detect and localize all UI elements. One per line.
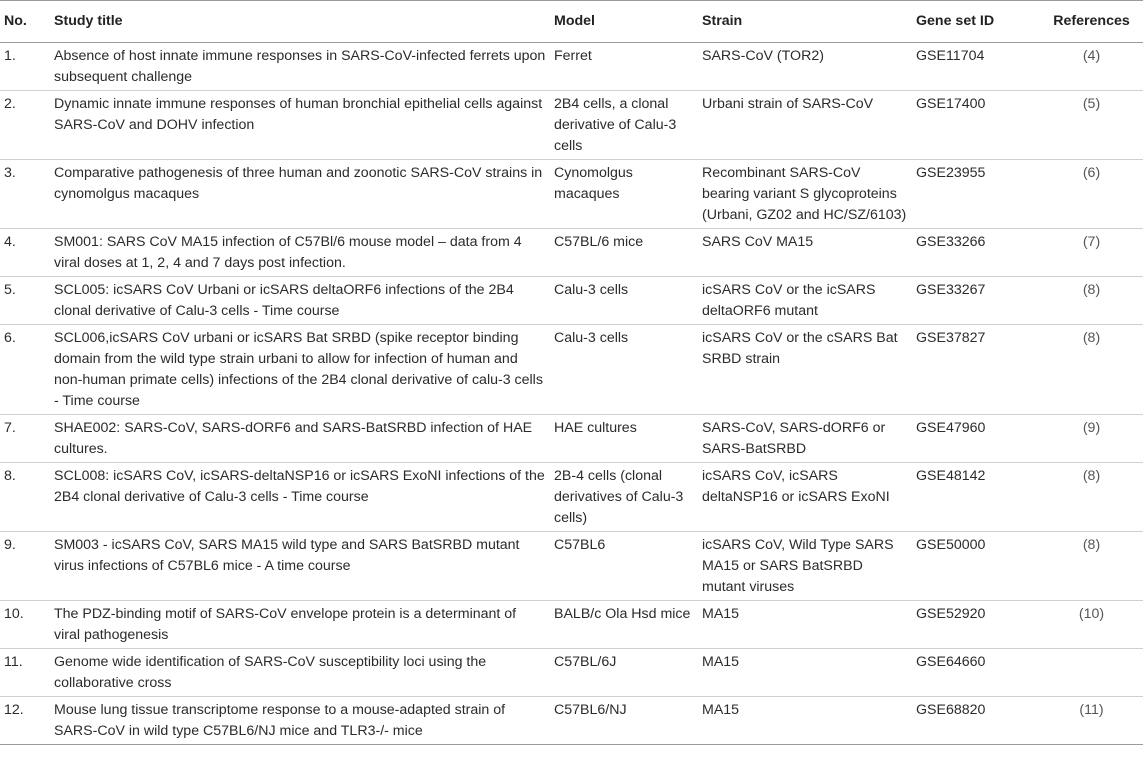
table-row (0, 277, 1143, 325)
cell-model: C57BL6/NJ (550, 697, 698, 745)
header-references: References (1040, 1, 1143, 43)
cell-no: 11. (0, 649, 50, 697)
cell-gene-set-id: GSE23955 (912, 160, 1040, 229)
cell-study-title: SCL006,icSARS CoV urbani or icSARS Bat SRBD (spike receptor binding domain from the wild type strain urbani to allow for infection of human and non-human primate cells) infections of the 2B4 clonal derivative of calu-3 cells - Time course (50, 325, 550, 415)
cell-gene-set-id: GSE48142 (912, 463, 1040, 532)
cell-strain: SARS CoV MA15 (698, 229, 912, 277)
cell-reference[interactable]: (4) (1040, 43, 1143, 91)
cell-strain: MA15 (698, 697, 912, 745)
cell-no: 7. (0, 415, 50, 463)
table-row (0, 325, 1143, 415)
cell-strain: SARS-CoV (TOR2) (698, 43, 912, 91)
cell-no: 3. (0, 160, 50, 229)
cell-model: 2B-4 cells (clonal derivatives of Calu-3 cells) (550, 463, 698, 532)
cell-gene-set-id: GSE68820 (912, 697, 1040, 745)
table-row (0, 91, 1143, 160)
cell-strain: MA15 (698, 601, 912, 649)
cell-strain: SARS-CoV, SARS-dORF6 or SARS-BatSRBD (698, 415, 912, 463)
cell-model: Calu-3 cells (550, 277, 698, 325)
header-model: Model (550, 1, 698, 43)
cell-study-title: SM001: SARS CoV MA15 infection of C57Bl/6 mouse model – data from 4 viral doses at 1, 2, 4 and 7 days post infection. (50, 229, 550, 277)
cell-gene-set-id: GSE52920 (912, 601, 1040, 649)
table-row (0, 601, 1143, 649)
cell-study-title: Absence of host innate immune responses in SARS-CoV-infected ferrets upon subsequent challenge (50, 43, 550, 91)
cell-no: 1. (0, 43, 50, 91)
cell-reference[interactable]: (8) (1040, 463, 1143, 532)
cell-strain: icSARS CoV, icSARS deltaNSP16 or icSARS ExoNI (698, 463, 912, 532)
cell-strain: icSARS CoV or the icSARS deltaORF6 mutant (698, 277, 912, 325)
cell-study-title: Dynamic innate immune responses of human bronchial epithelial cells against SARS-CoV and DOHV infection (50, 91, 550, 160)
cell-reference[interactable]: (6) (1040, 160, 1143, 229)
cell-study-title: Genome wide identification of SARS-CoV susceptibility loci using the collaborative cross (50, 649, 550, 697)
cell-reference[interactable]: (8) (1040, 277, 1143, 325)
cell-model: C57BL6 (550, 532, 698, 601)
table-row (0, 43, 1143, 91)
cell-gene-set-id: GSE37827 (912, 325, 1040, 415)
cell-gene-set-id: GSE33267 (912, 277, 1040, 325)
cell-study-title: Mouse lung tissue transcriptome response to a mouse-adapted strain of SARS-CoV in wild type C57BL6/NJ mice and TLR3-/- mice (50, 697, 550, 745)
cell-reference[interactable]: (5) (1040, 91, 1143, 160)
cell-model: Calu-3 cells (550, 325, 698, 415)
cell-model: C57BL/6J (550, 649, 698, 697)
cell-strain: Urbani strain of SARS-CoV (698, 91, 912, 160)
cell-gene-set-id: GSE50000 (912, 532, 1040, 601)
table-row (0, 463, 1143, 532)
cell-gene-set-id: GSE11704 (912, 43, 1040, 91)
cell-gene-set-id: GSE47960 (912, 415, 1040, 463)
header-gene-set-id: Gene set ID (912, 1, 1040, 43)
cell-study-title: SHAE002: SARS-CoV, SARS-dORF6 and SARS-BatSRBD infection of HAE cultures. (50, 415, 550, 463)
cell-reference[interactable]: (8) (1040, 532, 1143, 601)
cell-no: 10. (0, 601, 50, 649)
cell-no: 6. (0, 325, 50, 415)
cell-gene-set-id: GSE64660 (912, 649, 1040, 697)
header-no: No. (0, 1, 50, 43)
cell-strain: icSARS CoV, Wild Type SARS MA15 or SARS BatSRBD mutant viruses (698, 532, 912, 601)
cell-strain: icSARS CoV or the cSARS Bat SRBD strain (698, 325, 912, 415)
cell-model: Cynomolgus macaques (550, 160, 698, 229)
cell-study-title: SM003 - icSARS CoV, SARS MA15 wild type and SARS BatSRBD mutant virus infections of C57BL6 mice - A time course (50, 532, 550, 601)
cell-study-title: SCL008: icSARS CoV, icSARS-deltaNSP16 or icSARS ExoNI infections of the 2B4 clonal derivative of Calu-3 cells - Time course (50, 463, 550, 532)
cell-reference[interactable]: (11) (1040, 697, 1143, 745)
cell-no: 9. (0, 532, 50, 601)
header-study-title: Study title (50, 1, 550, 43)
cell-gene-set-id: GSE17400 (912, 91, 1040, 160)
cell-no: 12. (0, 697, 50, 745)
cell-reference[interactable]: (9) (1040, 415, 1143, 463)
table-row (0, 649, 1143, 697)
header-row (0, 1, 1143, 43)
cell-no: 5. (0, 277, 50, 325)
table-row (0, 415, 1143, 463)
cell-study-title: Comparative pathogenesis of three human and zoonotic SARS-CoV strains in cynomolgus macaques (50, 160, 550, 229)
table-row (0, 160, 1143, 229)
cell-reference[interactable]: (8) (1040, 325, 1143, 415)
cell-reference[interactable]: (7) (1040, 229, 1143, 277)
cell-study-title: SCL005: icSARS CoV Urbani or icSARS deltaORF6 infections of the 2B4 clonal derivative of Calu-3 cells - Time course (50, 277, 550, 325)
cell-study-title: The PDZ-binding motif of SARS-CoV envelope protein is a determinant of viral pathogenesis (50, 601, 550, 649)
table-row (0, 229, 1143, 277)
table-row (0, 697, 1143, 745)
table-body (0, 43, 1143, 745)
cell-reference (1040, 649, 1143, 697)
cell-strain: MA15 (698, 649, 912, 697)
cell-model: C57BL/6 mice (550, 229, 698, 277)
cell-no: 4. (0, 229, 50, 277)
cell-no: 2. (0, 91, 50, 160)
table-row (0, 532, 1143, 601)
cell-strain: Recombinant SARS-CoV bearing variant S glycoproteins (Urbani, GZ02 and HC/SZ/6103) (698, 160, 912, 229)
cell-gene-set-id: GSE33266 (912, 229, 1040, 277)
cell-model: Ferret (550, 43, 698, 91)
cell-model: BALB/c Ola Hsd mice (550, 601, 698, 649)
header-strain: Strain (698, 1, 912, 43)
cell-model: 2B4 cells, a clonal derivative of Calu-3 cells (550, 91, 698, 160)
cell-model: HAE cultures (550, 415, 698, 463)
cell-reference[interactable]: (10) (1040, 601, 1143, 649)
table-header (0, 1, 1143, 43)
cell-no: 8. (0, 463, 50, 532)
